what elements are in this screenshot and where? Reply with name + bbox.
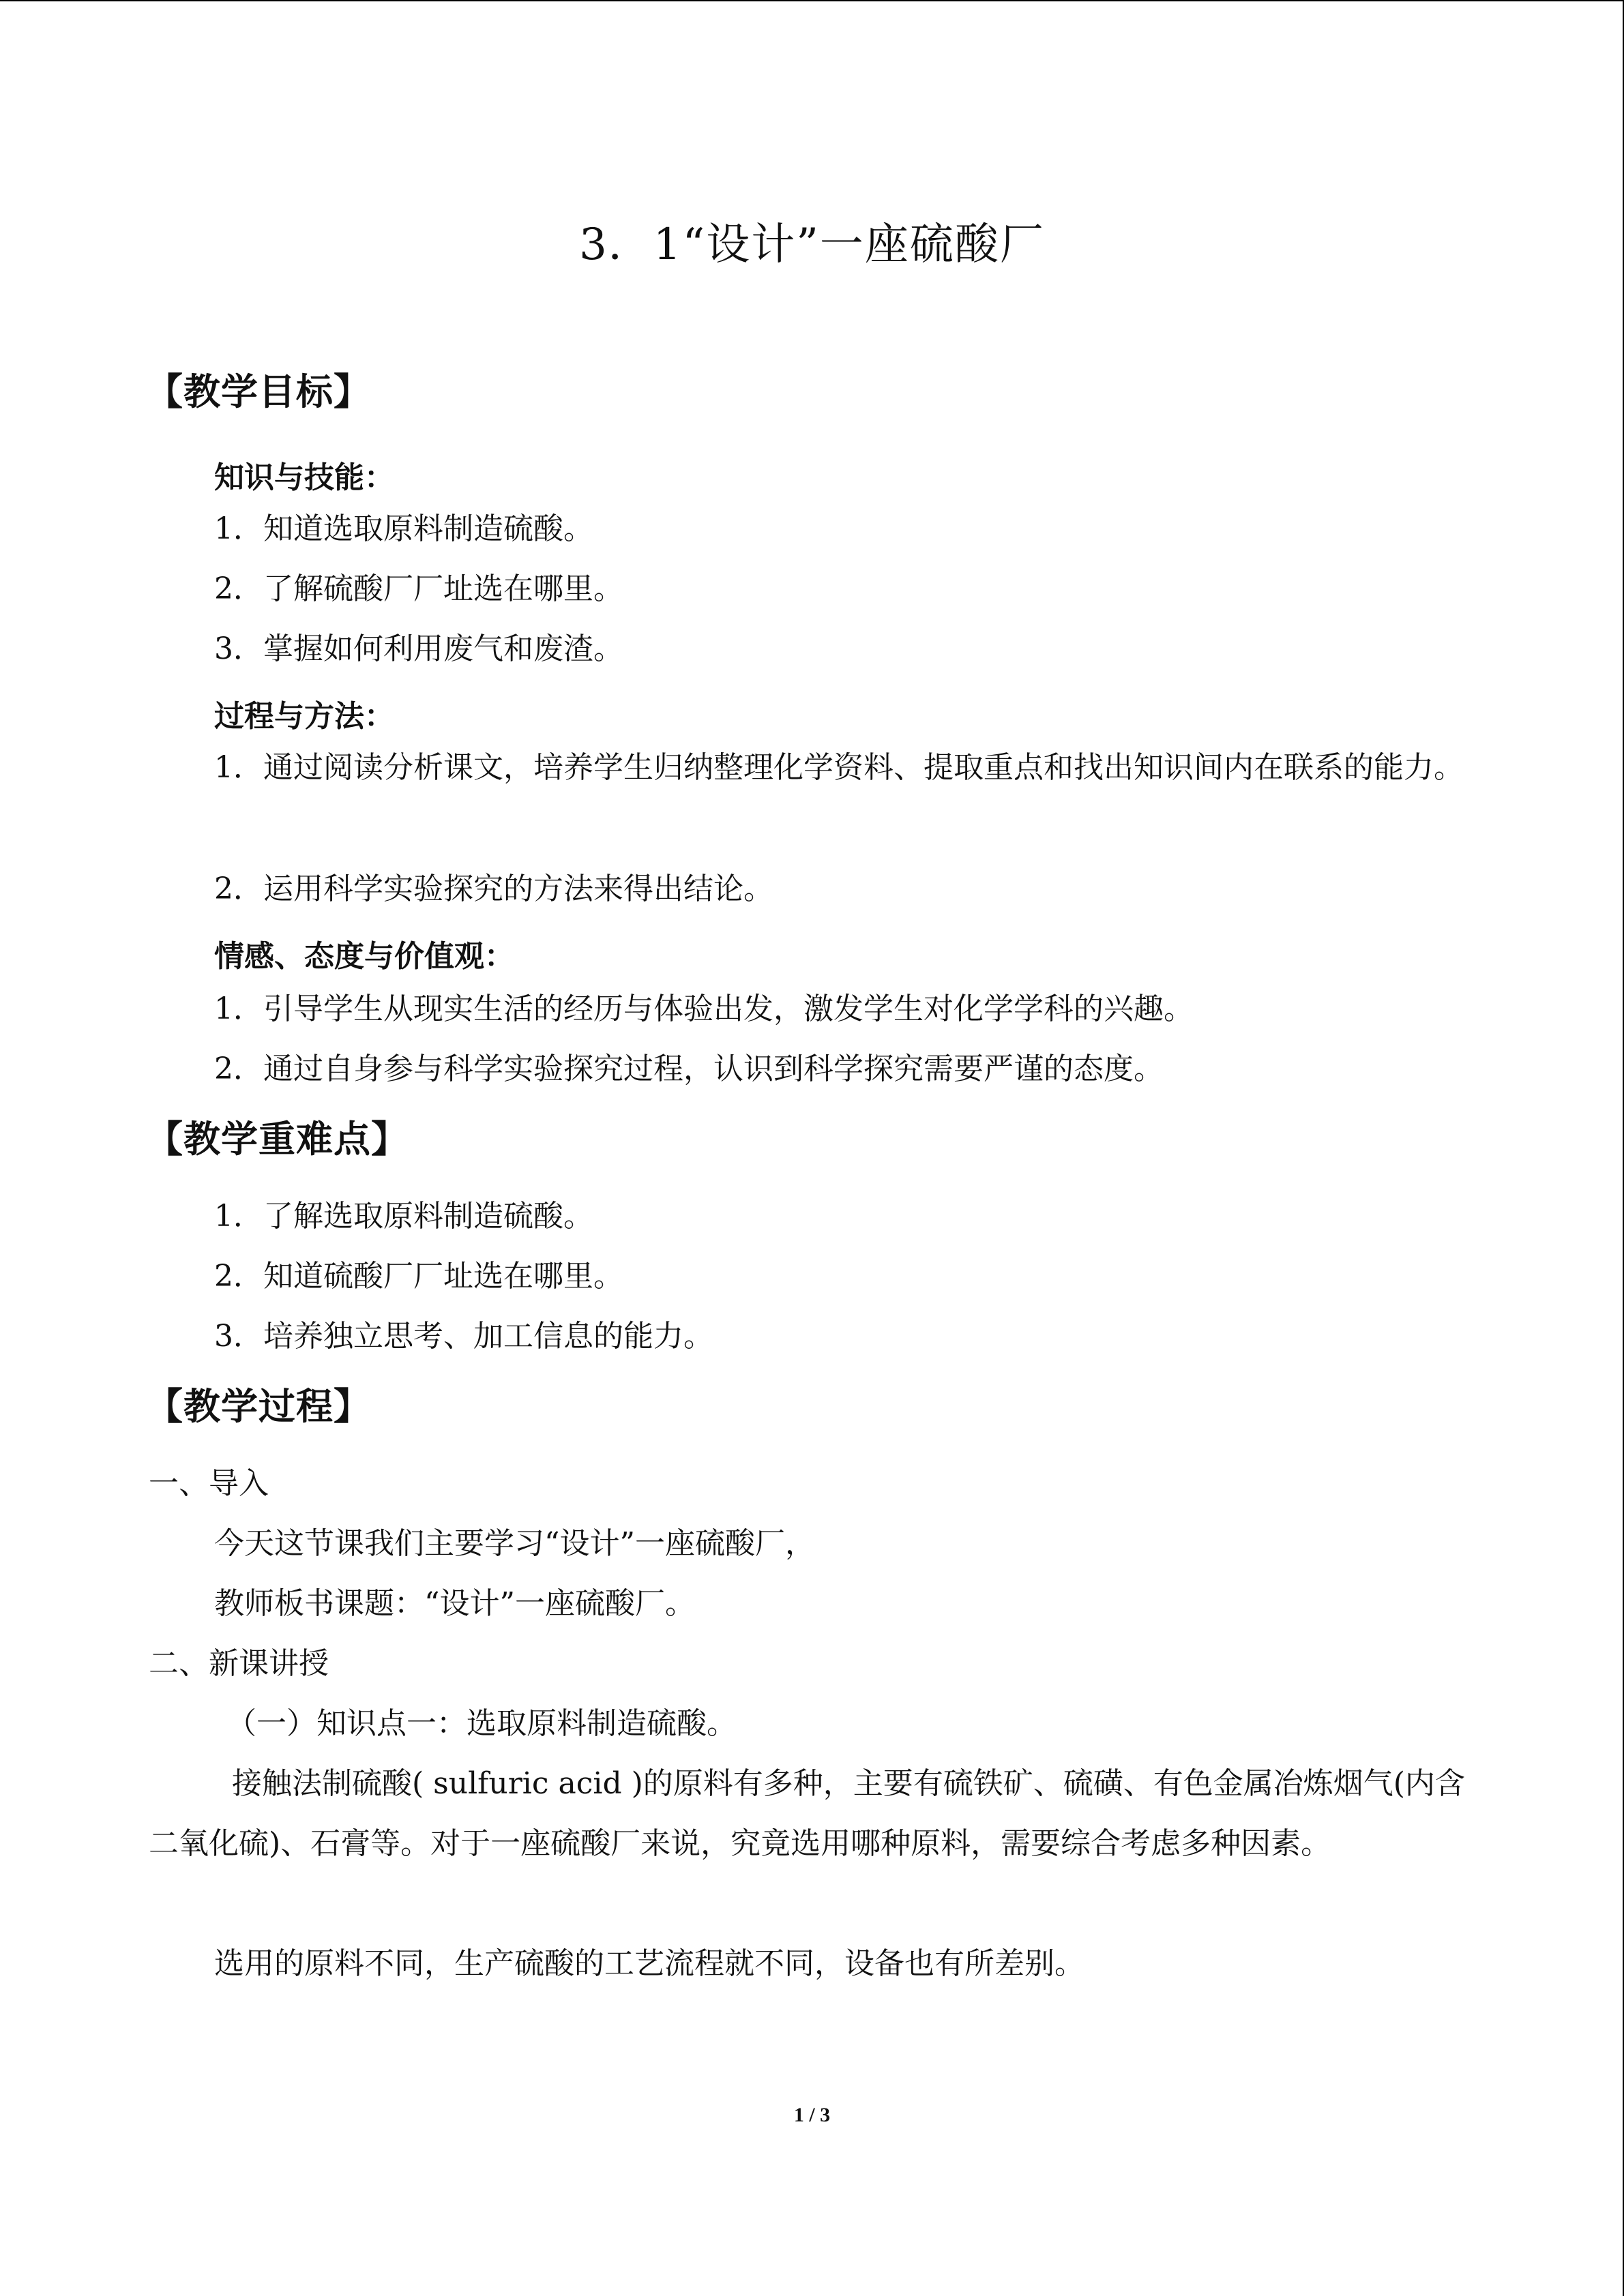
- emotion-item-2: 2．通过自身参与科学实验探究过程，认识到科学探究需要严谨的态度。: [214, 1052, 1164, 1086]
- key-point-item-3: 3．培养独立思考、加工信息的能力。: [214, 1319, 713, 1354]
- process-item-1: 1．通过阅读分析课文，培养学生归纳整理化学资料、提取重点和找出知识间内在联系的能力。: [214, 750, 1464, 785]
- paragraph-process-difference: 选用的原料不同，生产硫酸的工艺流程就不同，设备也有所差别。: [214, 1946, 1084, 1981]
- section-heading-process: 【教学过程】: [146, 1385, 371, 1428]
- knowledge-item-1: 1．知道选取原料制造硫酸。: [214, 511, 593, 546]
- knowledge-item-2: 2．了解硫酸厂厂址选在哪里。: [214, 571, 623, 606]
- page-number: 1 / 3: [793, 2104, 831, 2126]
- emotion-item-1: 1．引导学生从现实生活的经历与体验出发，激发学生对化学学科的兴趣。: [214, 992, 1194, 1026]
- intro-line-1: 今天这节课我们主要学习“设计”一座硫酸厂，: [214, 1526, 815, 1561]
- knowledge-item-3: 3．掌握如何利用废气和废渣。: [214, 631, 623, 666]
- subheading-knowledge: 知识与技能：: [214, 460, 394, 495]
- key-point-item-1: 1．了解选取原料制造硫酸。: [214, 1199, 593, 1234]
- section-heading-objectives: 【教学目标】: [146, 370, 371, 413]
- document-title: 3．1“设计”一座硫酸厂: [579, 220, 1045, 270]
- key-point-item-2: 2．知道硫酸厂厂址选在哪里。: [214, 1259, 623, 1294]
- subheading-emotion: 情感、态度与价值观：: [214, 939, 514, 974]
- paragraph-raw-materials: 接触法制硫酸( sulfuric acid )的原料有多种，主要有硫铁矿、硫磺、有色金属冶炼烟气(内含二氧化硫)、石膏等。对于一座硫酸厂来说，究竟选用哪种原料，需要综合考虑多种因素。: [149, 1766, 1465, 1861]
- intro-line-2: 教师板书课题：“设计”一座硫酸厂。: [214, 1586, 695, 1621]
- knowledge-point-1: （一）知识点一：选取原料制造硫酸。: [226, 1706, 737, 1741]
- intro-label: 一、导入: [149, 1466, 269, 1501]
- process-item-2: 2．运用科学实验探究的方法来得出结论。: [214, 871, 773, 906]
- subheading-process-method: 过程与方法：: [214, 699, 394, 734]
- section-heading-key-points: 【教学重难点】: [146, 1118, 409, 1161]
- new-lesson-label: 二、新课讲授: [149, 1646, 329, 1681]
